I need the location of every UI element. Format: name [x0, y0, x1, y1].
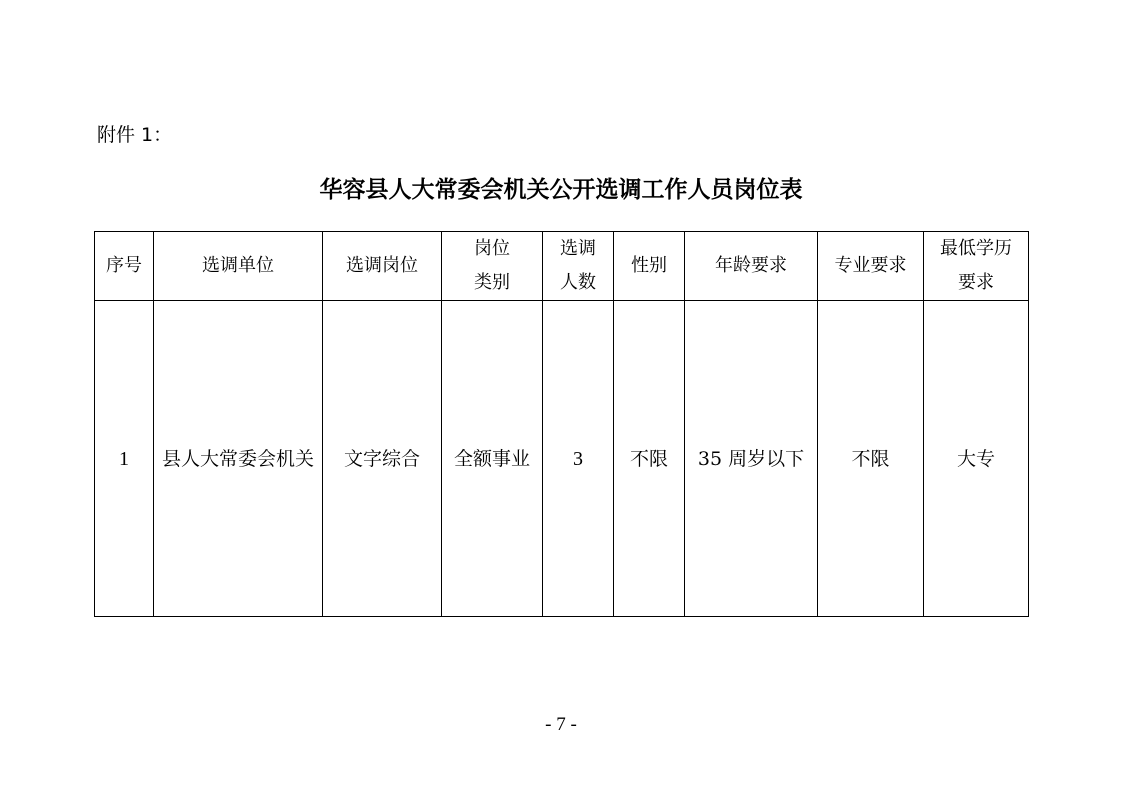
header-count: 选调 人数	[543, 232, 614, 301]
header-age: 年龄要求	[685, 232, 818, 301]
cell-count: 3	[543, 301, 614, 617]
header-position: 选调岗位	[323, 232, 442, 301]
header-category: 岗位 类别	[442, 232, 543, 301]
header-major: 专业要求	[818, 232, 924, 301]
page-number: - 7 -	[545, 714, 577, 735]
table-row	[95, 301, 1029, 617]
cell-gender: 不限	[614, 301, 685, 617]
header-unit: 选调单位	[154, 232, 323, 301]
attachment-label: 附件 1：	[97, 124, 173, 146]
cell-category: 全额事业	[442, 301, 543, 617]
cell-age: 35 周岁以下	[685, 301, 818, 617]
page-title: 华容县人大常委会机关公开选调工作人员岗位表	[319, 177, 803, 203]
header-gender: 性别	[614, 232, 685, 301]
cell-unit: 县人大常委会机关	[154, 301, 323, 617]
header-education: 最低学历 要求	[924, 232, 1029, 301]
cell-education: 大专	[924, 301, 1029, 617]
cell-seq: 1	[95, 301, 154, 617]
positions-table	[94, 231, 1029, 617]
cell-position: 文字综合	[323, 301, 442, 617]
cell-major: 不限	[818, 301, 924, 617]
table-header-row	[95, 232, 1029, 301]
header-seq: 序号	[95, 232, 154, 301]
